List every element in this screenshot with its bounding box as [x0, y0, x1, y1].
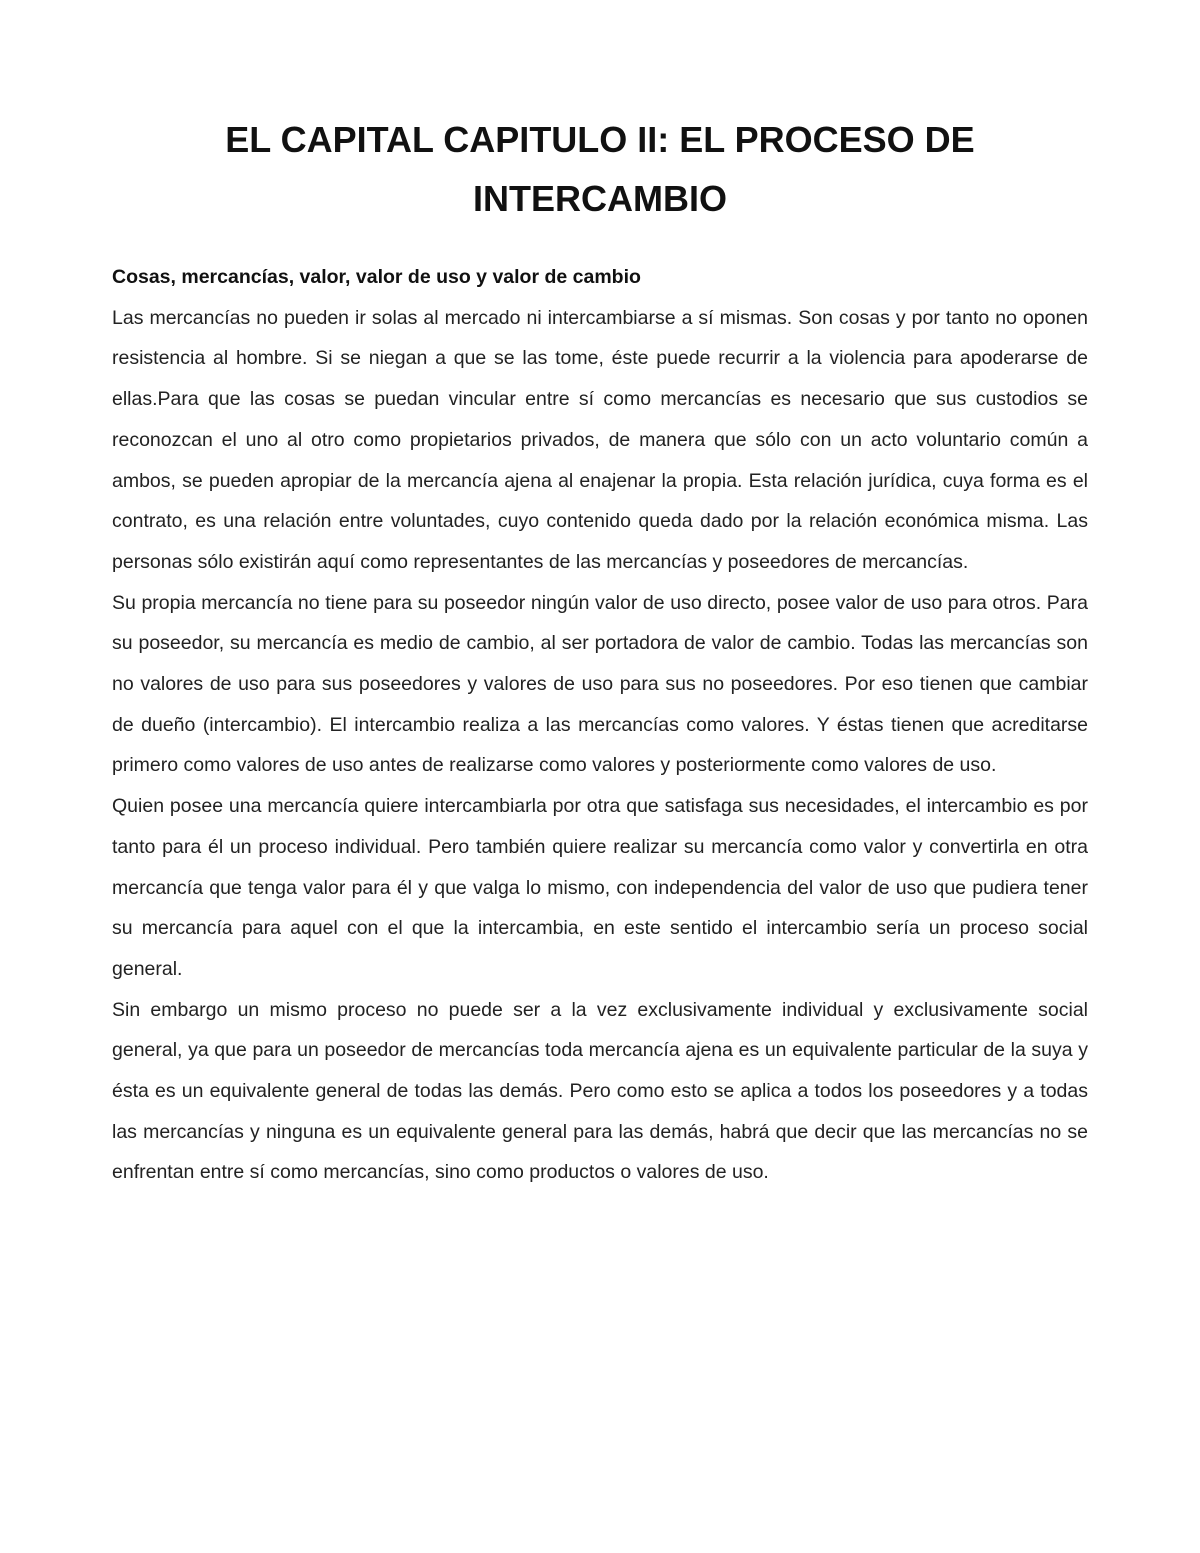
section-heading: Cosas, mercancías, valor, valor de uso y valor de cambio	[112, 266, 641, 288]
document-body	[112, 257, 1088, 1193]
document-title: EL CAPITAL CAPITULO II: EL PROCESO DE INTERCAMBIO	[225, 119, 975, 219]
paragraph-1: Las mercancías no pueden ir solas al mercado ni intercambiarse a sí mismas. Son cosas y por tanto no oponen resistencia al hombre. Si se niegan a que se las tome, éste puede recurrir a la violencia para apoderarse de ellas.Para que las cosas se puedan vincular entre sí como mercancías es necesario que sus custodios se reconozcan el uno al otro como propietarios privados, de manera que sólo con un acto voluntario común a ambos, se pueden apropiar de la mercancía ajena al enajenar la propia. Esta relación jurídica, cuya forma es el contrato, es una relación entre voluntades, cuyo contenido queda dado por la relación económica misma. Las personas sólo existirán aquí como representantes de las mercancías y poseedores de mercancías.	[112, 306, 1088, 573]
paragraph-2: Su propia mercancía no tiene para su poseedor ningún valor de uso directo, posee valor de uso para otros. Para su poseedor, su mercancía es medio de cambio, al ser portadora de valor de cambio. Todas las mercancías son no valores de uso para sus poseedores y valores de uso para sus no poseedores. Por eso tienen que cambiar de dueño (intercambio). El intercambio realiza a las mercancías como valores. Y éstas tienen que acreditarse primero como valores de uso antes de realizarse como valores y posteriormente como valores de uso.	[112, 591, 1088, 777]
paragraph-3: Quien posee una mercancía quiere intercambiarla por otra que satisfaga sus necesidades, el intercambio es por tanto para él un proceso individual. Pero también quiere realizar su mercancía como valor y convertirla en otra mercancía que tenga valor para él y que valga lo mismo, con independencia del valor de uso que pudiera tener su mercancía para aquel con el que la intercambia, en este sentido el intercambio sería un proceso social general.	[112, 795, 1088, 980]
paragraph-4: Sin embargo un mismo proceso no puede ser a la vez exclusivamente individual y exclusivamente social general, ya que para un poseedor de mercancías toda mercancía ajena es un equivalente particular de la suya y ésta es un equivalente general de todas las demás. Pero como esto se aplica a todos los poseedores y a todas las mercancías y ninguna es un equivalente general para las demás, habrá que decir que las mercancías no se enfrentan entre sí como mercancías, sino como productos o valores de uso.	[112, 998, 1088, 1184]
